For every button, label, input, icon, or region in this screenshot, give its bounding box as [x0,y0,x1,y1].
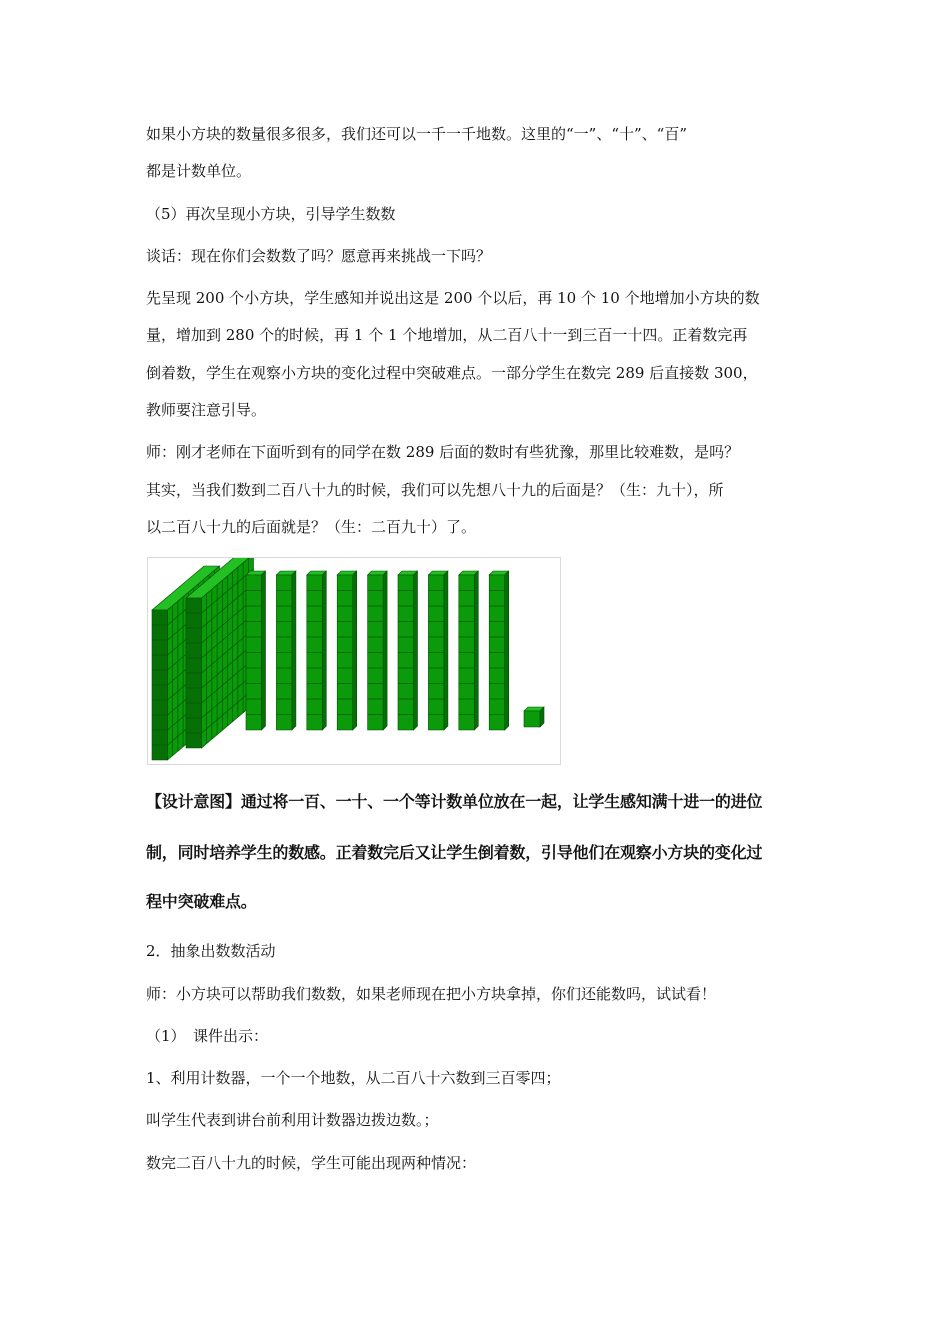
ten-rod-side [444,571,448,730]
ten-rod-side [505,571,509,730]
ten-rod-side [474,571,478,730]
para-line: 以二百八十九的后面就是？（生：二百九十）了。 [146,518,477,536]
ten-rod-side [292,571,296,730]
section-heading: 2．抽象出数数活动 [146,942,276,960]
design-intent-line: 制，同时培养学生的数感。正着数完后又让学生倒着数，引导他们在观察小方块的变化过 [146,843,763,862]
ten-rod-side [262,571,266,730]
para-line: 其实，当我们数到二百八十九的时候，我们可以先想八十九的后面是？（生：九十），所 [146,481,724,499]
para-line: 都是计数单位。 [146,162,252,180]
para-line: （1） 课件出示： [146,1027,269,1045]
para-line: 教师要注意引导。 [146,401,267,419]
design-intent-line: 程中突破难点。 [146,892,257,911]
para-line: 谈话：现在你们会数数了吗？愿意再来挑战一下吗？ [146,247,492,265]
ten-rod-side [383,571,387,730]
design-intent-line [146,794,816,809]
para-line: 量，增加到 280 个的时候，再 1 个 1 个地增加，从二百八十一到三百一十四。正着数完再 [146,326,748,344]
one-cube [524,711,540,727]
ten-rod-side [414,571,418,730]
design-intent-label: 【设计意图】 [146,792,241,811]
base-ten-blocks-figure [147,557,561,765]
para-line: 1、利用计数器，一个一个地数，从二百八十六数到三百零四； [146,1069,561,1087]
para-line: 师：刚才老师在下面听到有的同学在数 289 后面的数时有些犹豫，那里比较难数，是吗？ [146,443,740,461]
one-cube-side [540,707,544,727]
para-line: 如果小方块的数量很多很多，我们还可以一千一千地数。这里的“一”、“十”、“百” [146,125,688,143]
para-line: 倒着数，学生在观察小方块的变化过程中突破难点。一部分学生在数完 289 后直接数 300， [146,364,758,382]
base-ten-blocks-drawing [148,558,560,764]
section-heading: （5）再次呈现小方块，引导学生数数 [146,205,396,223]
para-line: 数完二百八十九的时候，学生可能出现两种情况： [146,1154,477,1172]
para-line: 师：小方块可以帮助我们数数，如果老师现在把小方块拿掉，你们还能数吗，试试看！ [146,985,717,1003]
ten-rod-side [322,571,326,730]
para-line: 叫学生代表到讲台前利用计数器边拨边数。； [146,1111,439,1129]
ten-rod-side [353,571,357,730]
para-line: 先呈现 200 个小方块，学生感知并说出这是 200 个以后，再 10 个 10 个地增加小方块的数 [146,289,760,307]
design-intent-text: 通过将一百、一十、一个等计数单位放在一起，让学生感知满十进一的进位 [240,792,763,811]
